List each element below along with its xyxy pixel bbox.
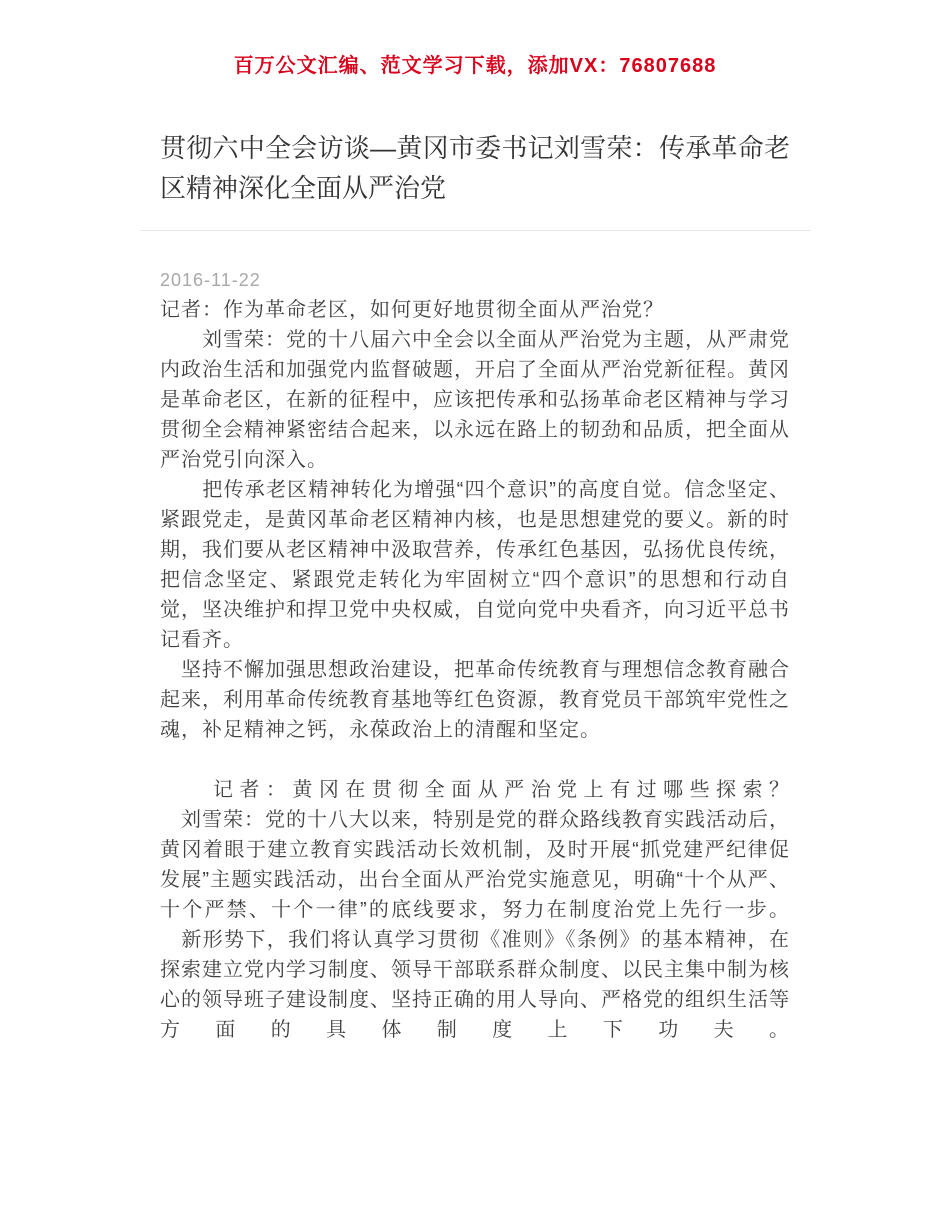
paragraph-answer-4: 刘雪荣：党的十八大以来，特别是党的群众路线教育实践活动后，黄冈着眼于建立教育实践活动长效机制，及时开展“抓党建严纪律促发展”主题实践活动，出台全面从严治党实施意见，明确“十个从严、十个严禁、十个一律”的底线要求，努力在制度治党上先行一步。 xyxy=(160,809,790,921)
paragraph-answer-5: 新形势下，我们将认真学习贯彻《准则》《条例》的基本精神，在探索建立党内学习制度、领导干部联系群众制度、以民主集中制为核心的领导班子建设制度、坚持正确的用人导向、严格党的组织生活等方面的具体制度上下功夫。 xyxy=(160,929,790,1041)
paragraph-answer-3: 坚持不懈加强思想政治建设，把革命传统教育与理想信念教育融合起来，利用革命传统教育基地等红色资源，教育党员干部筑牢党性之魂，补足精神之钙，永葆政治上的清醒和坚定。 xyxy=(160,659,790,741)
title-divider xyxy=(140,230,810,231)
article-date: 2016-11-22 xyxy=(160,270,261,290)
paragraph-answer-2: 把传承老区精神转化为增强“四个意识”的高度自觉。信念坚定、紧跟党走，是黄冈革命老区精神内核，也是思想建党的要义。新的时期，我们要从老区精神中汲取营养，传承红色基因，弘扬优良传统，把信念坚定、紧跟党走转化为牢固树立“四个意识”的思想和行动自觉，坚决维护和捍卫党中央权威，自觉向党中央看齐，向习近平总书记看齐。 xyxy=(160,479,790,651)
promo-banner: 百万公文汇编、范文学习下载，添加VX：76807688 xyxy=(233,55,717,77)
paragraph-reporter-question-2: 记者：黄冈在贯彻全面从严治党上有过哪些探索？ xyxy=(160,779,790,801)
article xyxy=(160,78,790,1045)
paragraph-answer-1: 刘雪荣：党的十八届六中全会以全面从严治党为主题，从严肃党内政治生活和加强党内监督破题，开启了全面从严治党新征程。黄冈是革命老区，在新的征程中，应该把传承和弘扬革命老区精神与学习贯彻全会精神紧密结合起来，以永远在路上的韧劲和品质，把全面从严治党引向深入。 xyxy=(160,329,790,471)
article-title: 贯彻六中全会访谈—黄冈市委书记刘雪荣：传承革命老区精神深化全面从严治党 xyxy=(160,133,790,203)
paragraph-reporter-question-1: 记者：作为革命老区，如何更好地贯彻全面从严治党？ xyxy=(160,299,664,321)
